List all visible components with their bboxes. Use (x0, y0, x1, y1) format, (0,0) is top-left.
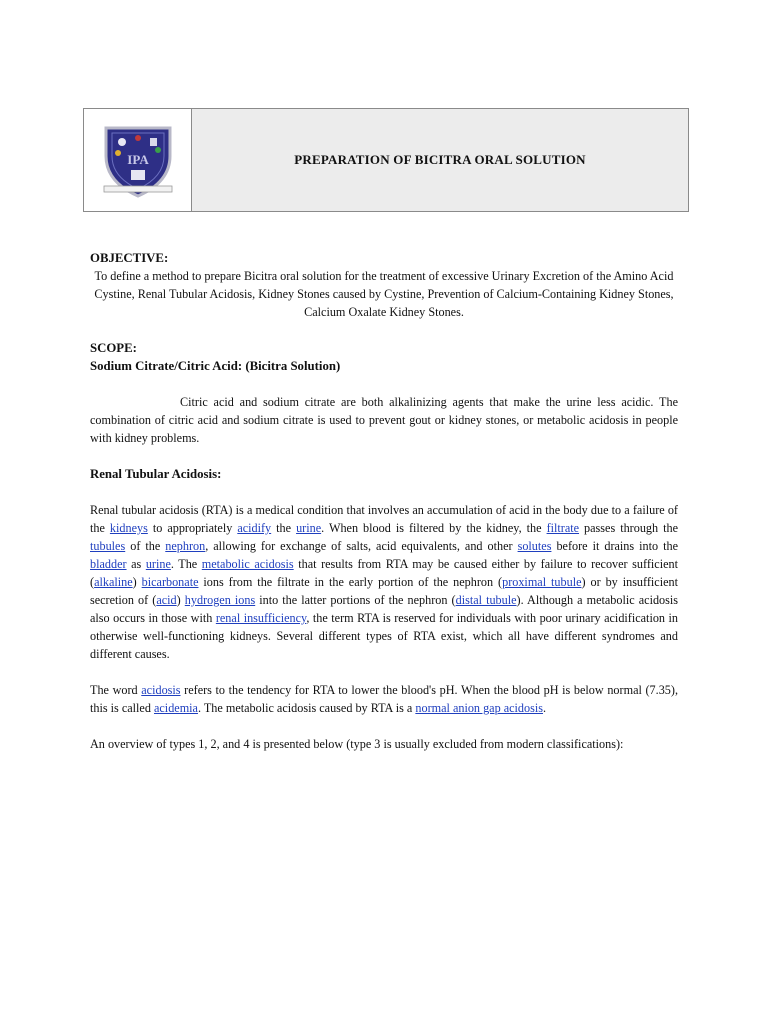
scope-subheading: Sodium Citrate/Citric Acid: (Bicitra Solution) (90, 359, 341, 373)
link-acidify[interactable]: acidify (237, 521, 272, 535)
logo-initials: IPA (126, 152, 149, 167)
link-solutes[interactable]: solutes (517, 539, 552, 553)
text-run: ) (132, 575, 142, 589)
text-run: before it drains into the (551, 539, 679, 553)
objective-text: To define a method to prepare Bicitra oral solution for the treatment of excessive Urinary Excretion of the Amino Acid Cystine, Renal Tubular Acidosis, Kidney Stones caused by Cystine, Prevention of Calcium-Containing Kidney Stones, Calcium Oxalate Kidney Stones. (94, 269, 674, 319)
institution-logo (98, 120, 178, 200)
link-urine-2[interactable]: urine (145, 557, 171, 571)
rta-paragraph-2 (90, 681, 678, 717)
text-run: the (271, 521, 297, 535)
link-nephron[interactable]: nephron (165, 539, 206, 553)
document-body (90, 249, 678, 753)
text-run: , allowing for exchange of salts, acid equivalents, and other (205, 539, 518, 553)
text-run: ions from the filtrate in the early portion of the nephron ( (198, 575, 503, 589)
text-run: ) (176, 593, 185, 607)
link-renal-insufficiency[interactable]: renal insufficiency (215, 611, 307, 625)
link-distal-tubule[interactable]: distal tubule (455, 593, 517, 607)
rta-paragraph-3: An overview of types 1, 2, and 4 is presented below (type 3 is usually excluded from modern classifications): (90, 737, 624, 751)
text-run: into the latter portions of the nephron ( (255, 593, 456, 607)
link-urine[interactable]: urine (296, 521, 322, 535)
text-run: as (126, 557, 146, 571)
text-run: that results from RTA may be caused either by failure to recover sufficient ( (90, 557, 678, 589)
link-acidemia[interactable]: acidemia (153, 701, 198, 715)
scope-text: Citric acid and sodium citrate are both alkalinizing agents that make the urine less acidic. The combination of citric acid and sodium citrate is used to prevent gout or kidney stones, or metabolic acidosis in people with kidney problems. (90, 395, 678, 445)
link-tubules[interactable]: tubules (90, 539, 126, 553)
text-run: refers to the tendency for RTA to lower the blood's pH. When the blood pH is below normal (7.35), this is called (90, 683, 678, 715)
link-kidneys[interactable]: kidneys (109, 521, 148, 535)
text-run: ) or by insufficient secretion of ( (90, 575, 678, 607)
text-run: to appropriately (147, 521, 238, 535)
link-metabolic-acidosis[interactable]: metabolic acidosis (201, 557, 294, 571)
link-filtrate[interactable]: filtrate (546, 521, 580, 535)
logo-cell (84, 109, 192, 211)
text-run: Renal tubular acidosis (RTA) is a medical condition that involves an accumulation of acid in the body due to a failure of the (90, 503, 678, 535)
link-normal-anion-gap-acidosis[interactable]: normal anion gap acidosis (415, 701, 543, 715)
text-run: . (542, 701, 547, 715)
rta-paragraph-1 (90, 501, 678, 663)
text-run: , the term RTA is reserved for individuals with poor urinary acidification in otherwise well-functioning kidneys. Several different types of RTA exist, which all have different syndromes and different causes. (90, 611, 679, 661)
text-run: The word (90, 683, 142, 697)
text-run: of the (125, 539, 166, 553)
link-bicarbonate[interactable]: bicarbonate (141, 575, 199, 589)
text-run: . The (170, 557, 202, 571)
rta-heading: Renal Tubular Acidosis: (90, 467, 222, 481)
scope-heading: SCOPE: (90, 341, 137, 355)
title-cell (192, 109, 688, 211)
document-header (83, 108, 689, 212)
link-alkaline[interactable]: alkaline (94, 575, 133, 589)
text-run: . The metabolic acidosis caused by RTA is a (197, 701, 416, 715)
document-title: PREPARATION OF BICITRA ORAL SOLUTION (294, 152, 586, 167)
link-proximal-tubule[interactable]: proximal tubule (502, 575, 582, 589)
link-acid[interactable]: acid (156, 593, 177, 607)
text-run: passes through the (579, 521, 679, 535)
text-run: . When blood is filtered by the kidney, the (321, 521, 547, 535)
text-run: ). Although a metabolic acidosis also occurs in those with (90, 593, 679, 625)
link-hydrogen-ions[interactable]: hydrogen ions (184, 593, 256, 607)
link-acidosis[interactable]: acidosis (141, 683, 181, 697)
objective-heading: OBJECTIVE: (90, 251, 169, 265)
link-bladder[interactable]: bladder (90, 557, 127, 571)
